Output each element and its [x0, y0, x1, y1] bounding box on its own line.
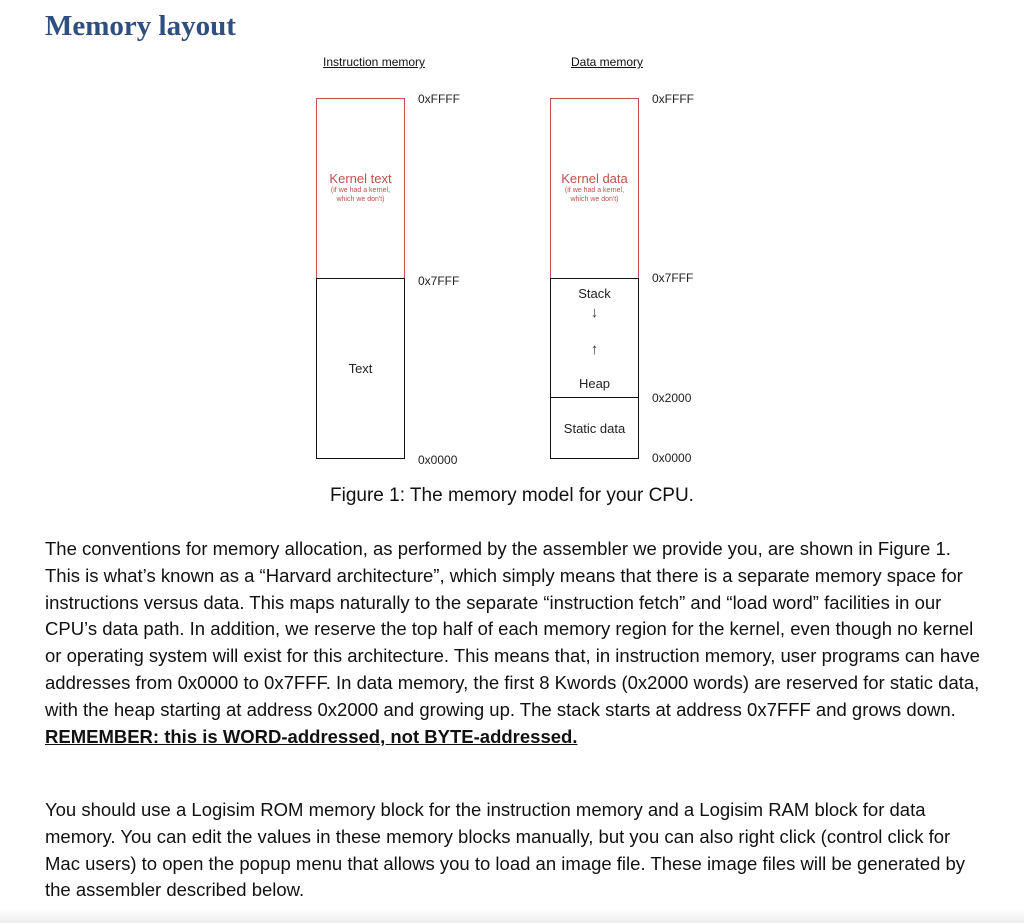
paragraph-memory-conventions	[45, 536, 985, 750]
instr-addr-top: 0xFFFF	[418, 92, 460, 106]
kernel-text-note-1: (if we had a kernel,	[330, 187, 391, 194]
paragraph-1-text: The conventions for memory allocation, as performed by the assembler we provide you, are shown in Figure 1. This is what’s known as a “Harvard architecture”, which simply means that there is a separate memory space for instructions versus data. This maps naturally to the separate “instruction fetch” and “load word” facilities in our CPU’s data path. In addition, we reserve the top half of each memory region for the kernel, even though no kernel or operating system will exist for this architecture. This means that, in instruction memory, user programs can have addresses from 0x0000 to 0x7FFF. In data memory, the first 8 Kwords (0x2000 words) are reserved for static data, with the heap starting at address 0x2000 and growing up. The stack starts at address 0x7FFF and grows down.	[45, 538, 980, 720]
bottom-fade	[0, 909, 1024, 923]
kernel-text-title: Kernel text	[329, 171, 392, 186]
data-addr-mid: 0x7FFF	[652, 271, 694, 285]
heap-grows-up-arrow-icon: ↑	[590, 341, 599, 358]
kernel-text-region	[316, 98, 405, 279]
data-addr-top: 0xFFFF	[652, 92, 694, 106]
kernel-data-region	[550, 98, 639, 279]
data-addr-bottom: 0x0000	[652, 451, 692, 465]
word-addressed-reminder: REMEMBER: this is WORD-addressed, not BYTE-addressed.	[45, 725, 578, 747]
user-data-region	[550, 278, 639, 459]
instr-addr-mid: 0x7FFF	[418, 274, 460, 288]
text-region	[316, 278, 405, 459]
text-region-label: Text	[348, 361, 373, 376]
kernel-data-note-1: (if we had a kernel,	[564, 187, 625, 194]
stack-label: Stack	[578, 286, 611, 301]
data-addr-heap: 0x2000	[652, 391, 692, 405]
heap-static-divider	[550, 397, 639, 398]
static-data-label: Static data	[563, 421, 626, 436]
paragraph-logisim-memory: You should use a Logisim ROM memory block for the instruction memory and a Logisim RAM block for data memory. You can edit the values in these memory blocks manually, but you can also right click (control click for Mac users) to open the popup menu that allows you to load an image file. These image files will be generated by the assembler described below.	[45, 799, 966, 901]
figure-caption: Figure 1: The memory model for your CPU.	[330, 485, 694, 506]
section-heading: Memory layout	[45, 10, 236, 42]
stack-grows-down-arrow-icon: ↓	[590, 304, 599, 321]
instruction-memory-label: Instruction memory	[323, 55, 426, 69]
kernel-text-note-2: which we don't)	[336, 196, 385, 203]
kernel-data-note-2: which we don't)	[570, 196, 619, 203]
instr-addr-bottom: 0x0000	[418, 453, 458, 467]
heap-label: Heap	[578, 376, 611, 391]
kernel-data-title: Kernel data	[561, 171, 628, 186]
data-memory-label: Data memory	[571, 55, 644, 69]
